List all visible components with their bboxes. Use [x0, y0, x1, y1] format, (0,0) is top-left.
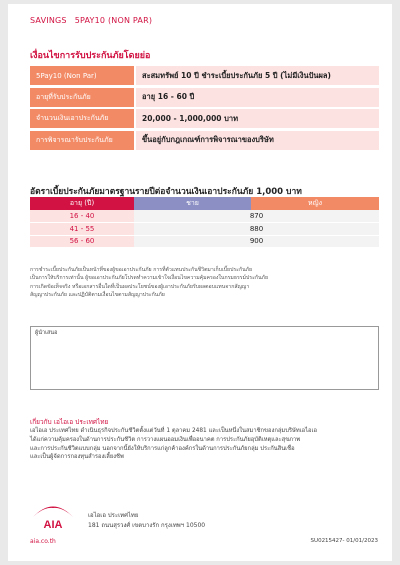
rate-value: 880	[134, 223, 379, 236]
header	[30, 16, 152, 25]
agent-box[interactable]	[30, 326, 379, 390]
header-category: SAVINGS	[30, 16, 67, 25]
note-line: เป็นการให้บริการเท่านั้น ผู้ขอเอาประกันภัยโปรดทำความเข้าใจเงื่อนไขความคุ้มครองในกรมธรรม์ประกันภัย	[30, 275, 268, 282]
note-line: การเกิดข้อเท็จจริง หรือเอกสารอื่นใดที่เป็นผลประโยชน์ของผู้เอาประกันภัยรับผลตอบแทนจากสัญญา	[30, 283, 250, 290]
condition-label: อายุที่รับประกันภัย	[30, 88, 134, 107]
about-line: เอไอเอ ประเทศไทย ดำเนินธุรกิจประกันชีวิตตั้งแต่วันที่ 1 ตุลาคม 2481 และเป็นหนึ่งในสมาชิกของกลุ่มบริษัทเอไอเอ	[30, 428, 317, 434]
document-code: SU0215427- 01/01/2023	[310, 538, 378, 544]
aia-logo	[30, 500, 76, 530]
conditions-title: เงื่อนไขการรับประกันภัยโดยย่อ	[30, 51, 151, 61]
about-line: และเป็นผู้จัดการกองทุนสำรองเลี้ยงชีพ	[30, 454, 124, 461]
condition-label: 5Pay10 (Non Par)	[30, 66, 134, 85]
note-line: การชำระเบี้ยประกันภัยเป็นหน้าที่ของผู้ขอเอาประกันภัย การที่ตัวแทนประกันชีวิตมาเก็บเบี้ยประกันภัย	[30, 267, 253, 273]
rates-table	[30, 197, 379, 248]
condition-label: การพิจารณารับประกันภัย	[30, 131, 134, 150]
condition-value: 20,000 - 1,000,000 บาท	[136, 109, 379, 128]
header-product: 5PAY10 (NON PAR)	[74, 16, 153, 25]
company-address-block	[88, 511, 205, 530]
rate-age: 56 - 60	[30, 235, 134, 248]
table-row	[30, 235, 379, 248]
condition-value: อายุ 16 - 60 ปี	[136, 88, 379, 107]
about-text	[30, 427, 380, 462]
rate-value: 900	[134, 235, 379, 248]
rates-header-age: อายุ (ปี)	[30, 197, 134, 210]
brochure-page	[8, 4, 392, 561]
notes	[30, 266, 370, 299]
condition-value: สะสมทรัพย์ 10 ปี ชำระเบี้ยประกันภัย 5 ปี (ไม่มีเงินปันผล)	[136, 66, 379, 85]
rate-age: 41 - 55	[30, 223, 134, 236]
condition-row	[30, 66, 379, 85]
note-line: สัญญาประกันภัย และปฏิบัติตามเงื่อนไขตามสัญญาประกันภัย	[30, 291, 165, 298]
conditions-table	[30, 66, 379, 152]
rate-age: 16 - 40	[30, 210, 134, 223]
rates-title: อัตราเบี้ยประกันภัยมาตรฐานรายปีต่อจำนวนเงินเอาประกันภัย 1,000 บาท	[30, 187, 302, 197]
about-line: และการประกันชีวิตแบบกลุ่ม นอกจากนี้ยังให้บริการแก่ลูกค้าองค์กรในด้านการประกันภัยกลุ่ม ประกันสินเชื่อ	[30, 445, 295, 452]
table-row	[30, 210, 379, 223]
about-line: ได้แก่ความคุ้มครองในด้านการประกันชีวิต การวางแผนออมเงินเพื่ออนาคต การประกันภัยอุบัติเหตุและสุขภาพ	[30, 436, 301, 443]
rates-header-male: ชาย	[134, 197, 251, 210]
company-address: 181 ถนนสุรวงศ์ เขตบางรัก กรุงเทพฯ 10500	[88, 521, 206, 529]
condition-row	[30, 88, 379, 107]
table-row	[30, 223, 379, 236]
agent-label: ผู้นำเสนอ	[35, 330, 58, 336]
rate-value: 870	[134, 210, 379, 223]
condition-row	[30, 109, 379, 128]
condition-row	[30, 131, 379, 150]
website-link[interactable]: aia.co.th	[30, 538, 56, 545]
logo-text: AIA	[43, 519, 63, 530]
rates-header-row	[30, 197, 379, 210]
about-title: เกี่ยวกับ เอไอเอ ประเทศไทย	[30, 418, 109, 426]
rates-header-female: หญิง	[251, 197, 379, 210]
condition-label: จำนวนเงินเอาประกันภัย	[30, 109, 134, 128]
condition-value: ขึ้นอยู่กับกฎเกณฑ์การพิจารณาของบริษัท	[136, 131, 379, 150]
company-name: เอไอเอ ประเทศไทย	[88, 512, 139, 519]
